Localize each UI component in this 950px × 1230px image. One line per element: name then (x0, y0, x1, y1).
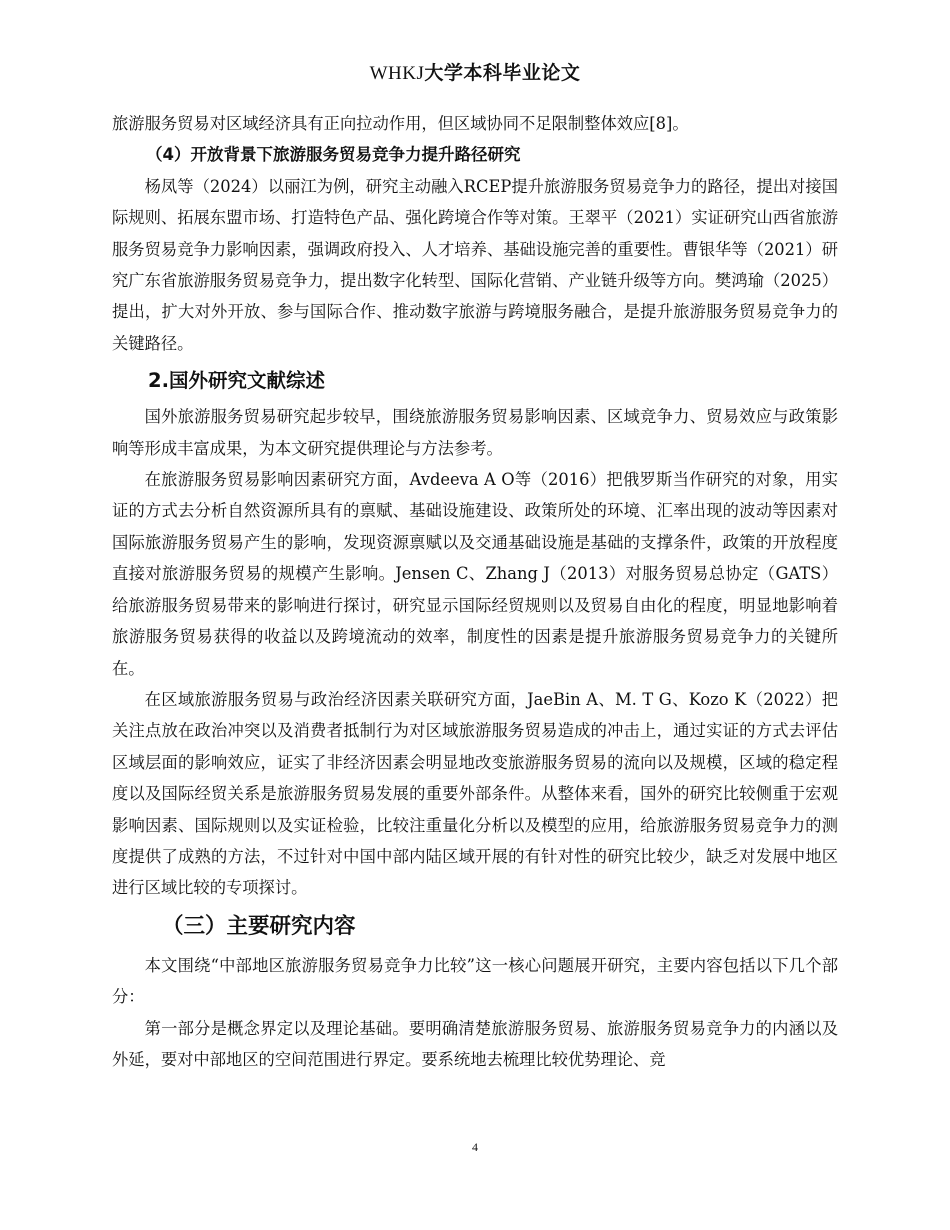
paragraph-part-one: 第一部分是概念界定以及理论基础。要明确清楚旅游服务贸易、旅游服务贸易竞争力的内涵以及外延，要对中部地区的空间范围进行界定。要系统地去梳理比较优势理论、竞 (112, 1018, 838, 1069)
paragraph-continued: 旅游服务贸易对区域经济具有正向拉动作用，但区域协同不足限制整体效应[8]。 (112, 114, 689, 133)
chapter-heading-main-content: （三）主要研究内容 (162, 913, 356, 939)
page-number: 4 (472, 1140, 478, 1154)
header-brand: WHKJ (369, 63, 425, 84)
paragraph-foreign-factors: 在旅游服务贸易影响因素研究方面，Avdeeva A O等（2016）把俄罗斯当作研究的对象，用实证的方式去分析自然资源所具有的禀赋、基础设施建设、政策所处的环境、汇率出现的波动等因素对国际旅游服务贸易产生的影响，发现资源禀赋以及交通基础设施是基础的支撑条件，政策的开放程度直接对旅游服务贸易的规模产生影响。Jensen C、Zhang J（2013）对服务贸易总协定（GATS）给旅游服务贸易带来的影响进行探讨，研究显示国际经贸规则以及贸易自由化的程度，明显地影响着旅游服务贸易获得的收益以及跨境流动的效率，制度性的因素是提升旅游服务贸易竞争力的关键所在。 (112, 470, 838, 678)
header-title: 大学本科毕业论文 (424, 62, 581, 84)
paragraph-foreign-intro: 国外旅游服务贸易研究起步较早，围绕旅游服务贸易影响因素、区域竞争力、贸易效应与政策影响等形成丰富成果，为本文研究提供理论与方法参考。 (112, 407, 838, 458)
section-heading-foreign-review: 2.国外研究文献综述 (148, 369, 325, 393)
paragraph-opening-path: 杨凤等（2024）以丽江为例，研究主动融入RCEP提升旅游服务贸易竞争力的路径，提出对接国际规则、拓展东盟市场、打造特色产品、强化跨境合作等对策。王翠平（2021）实证研究山西省旅游服务贸易竞争力影响因素，强调政府投入、人才培养、基础设施完善的重要性。曹银华等（2021）研究广东省旅游服务贸易竞争力，提出数字化转型、国际化营销、产业链升级等方向。樊鸿瑜（2025）提出，扩大对外开放、参与国际合作、推动数字旅游与跨境服务融合，是提升旅游服务贸易竞争力的关键路径。 (112, 176, 838, 353)
paragraph-foreign-regional: 在区域旅游服务贸易与政治经济因素关联研究方面，JaeBin A、M. T G、Kozo K（2022）把关注点放在政治冲突以及消费者抵制行为对区域旅游服务贸易造成的冲击上，通过实证的方式去评估区域层面的影响效应，证实了非经济因素会明显地改变旅游服务贸易的流向以及规模，区域的稳定程度以及国际经贸关系是旅游服务贸易发展的重要外部条件。从整体来看，国外的研究比较侧重于宏观影响因素、国际规则以及实证检验，比较注重量化分析以及模型的应用，给旅游服务贸易竞争力的测度提供了成熟的方法，不过针对中国中部内陆区域开展的有针对性的研究比较少，缺乏对发展中地区进行区域比较的专项探讨。 (112, 689, 838, 898)
page-body (112, 108, 838, 1075)
page-header (0, 58, 950, 85)
paragraph-main-intro: 本文围绕“中部地区旅游服务贸易竞争力比较”这一核心问题展开研究，主要内容包括以下几个部分： (112, 955, 838, 1007)
subsection-heading-4: （4）开放背景下旅游服务贸易竞争力提升路径研究 (146, 145, 521, 165)
